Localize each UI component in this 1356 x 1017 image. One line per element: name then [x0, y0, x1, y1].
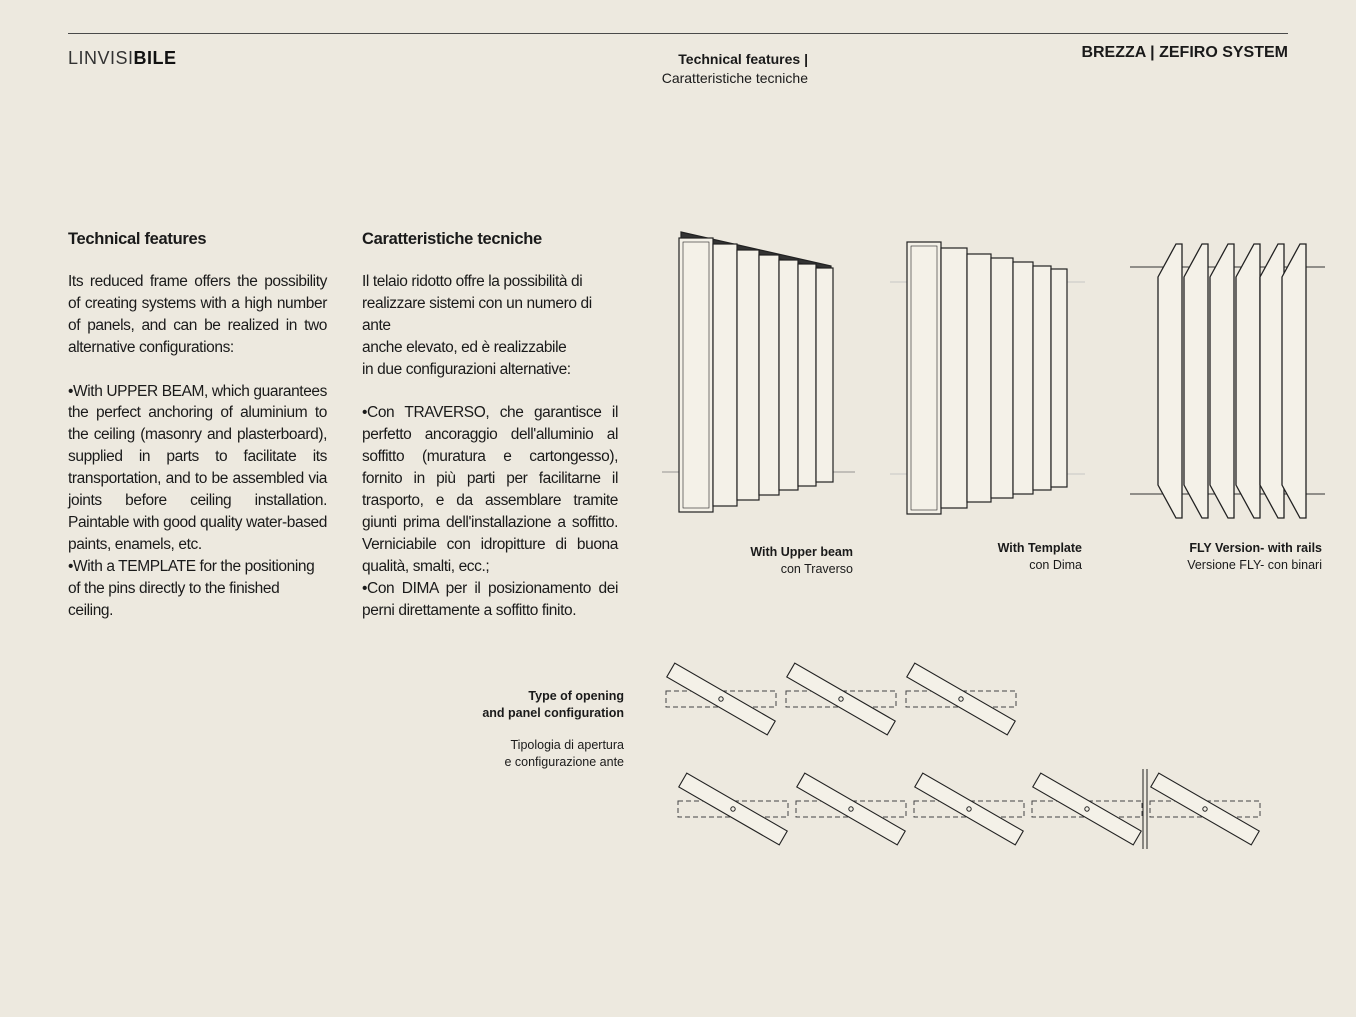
caption-fly [1150, 540, 1322, 574]
italian-intro-line-1: Il telaio ridotto offre la possibilità di [362, 273, 583, 290]
opening-subtitle-line-1: Tipologia di apertura [510, 738, 624, 752]
italian-title: Caratteristiche tecniche [362, 230, 542, 248]
opening-leaf [678, 773, 788, 845]
italian-intro-line-2: realizzare sistemi con un numero di ante [362, 294, 592, 334]
section-title-it: Caratteristiche tecniche [661, 70, 808, 86]
italian-intro-line-3: anche elevato, ed è realizzabile [362, 338, 567, 356]
italian-bullet-1-text: Con TRAVERSO, che garantisce il perfetto ancoraggio dell'alluminio al soffitto (muratura e cartongesso), fornito in più parti per facilitarne il trasporto, e da assemblare tramite giunti prima dell'installazione a soffitto. Verniciabile con idropitture di buona qualità, smalti, ecc.; [362, 404, 618, 575]
logo-light-part: LINVISI [68, 48, 134, 68]
caption-upper-beam-title: With Upper beam [750, 545, 853, 559]
upper-beam-illustration [662, 232, 855, 512]
opening-subtitle [460, 737, 624, 771]
caption-upper-beam-subtitle: con Traverso [780, 562, 853, 576]
opening-subtitle-line-2: e configurazione ante [504, 755, 624, 769]
opening-leaf [914, 773, 1024, 845]
italian-bullet-2 [362, 578, 618, 622]
english-bullet-1 [68, 381, 327, 556]
opening-leaf [1032, 773, 1142, 845]
bullet-dot: • [68, 557, 74, 575]
opening-row-2 [678, 769, 1260, 849]
header-rule [68, 33, 1288, 34]
template-illustration [890, 242, 1085, 514]
section-title-en: Technical features | [678, 51, 808, 67]
caption-template-title: With Template [997, 541, 1082, 555]
bullet-dot: • [362, 404, 368, 422]
bullet-dot: • [362, 579, 368, 597]
section-title [600, 50, 808, 88]
italian-intro [362, 271, 618, 381]
english-bullet-1-text: With UPPER BEAM, which guarantees the perfect anchoring of aluminium to the ceiling (masonry and plasterboard), supplied in parts to facilitate its transportation, and to be assembled via joints before ceiling installation. Paintable with good quality water-based paints, enamels, etc. [68, 382, 327, 553]
opening-row-1 [666, 663, 1016, 735]
brand-logo [68, 48, 177, 69]
opening-leaf [796, 773, 906, 845]
caption-fly-subtitle: Versione FLY- con binari [1187, 558, 1322, 572]
opening-leaf [1150, 773, 1260, 845]
italian-bullet-1 [362, 402, 618, 577]
opening-leaf [666, 663, 776, 735]
bullet-dot: • [68, 382, 74, 400]
caption-fly-title: FLY Version- with rails [1189, 541, 1322, 555]
panel-divider [1143, 769, 1147, 849]
italian-bullet-2-text: Con DIMA per il posizionamento dei perni direttamente a soffitto finito. [362, 579, 618, 619]
caption-template-subtitle: con Dima [1029, 558, 1082, 572]
english-intro: Its reduced frame offers the possibility of creating systems with a high number of panels, and can be realized in two alternative configurations: [68, 273, 327, 356]
logo-bold-part: BILE [133, 48, 177, 68]
italian-column [362, 228, 618, 621]
english-title: Technical features [68, 230, 207, 248]
opening-title-line-1: Type of opening [528, 689, 624, 703]
english-column [68, 228, 327, 621]
english-bullet-2 [68, 556, 327, 622]
panel-figures [655, 222, 1335, 532]
opening-diagrams [655, 655, 1275, 855]
opening-leaf [906, 663, 1016, 735]
opening-title [460, 688, 624, 722]
english-bullet-2-text: With a TEMPLATE for the positioning of the pins directly to the finished ceiling. [68, 557, 315, 619]
caption-template [930, 540, 1082, 574]
opening-title-line-2: and panel configuration [482, 706, 624, 720]
caption-upper-beam [700, 544, 853, 578]
product-name: BREZZA | ZEFIRO SYSTEM [1081, 44, 1288, 61]
fly-version-illustration [1130, 244, 1325, 518]
opening-leaf [786, 663, 896, 735]
italian-intro-line-4: in due configurazioni alternative: [362, 360, 571, 378]
